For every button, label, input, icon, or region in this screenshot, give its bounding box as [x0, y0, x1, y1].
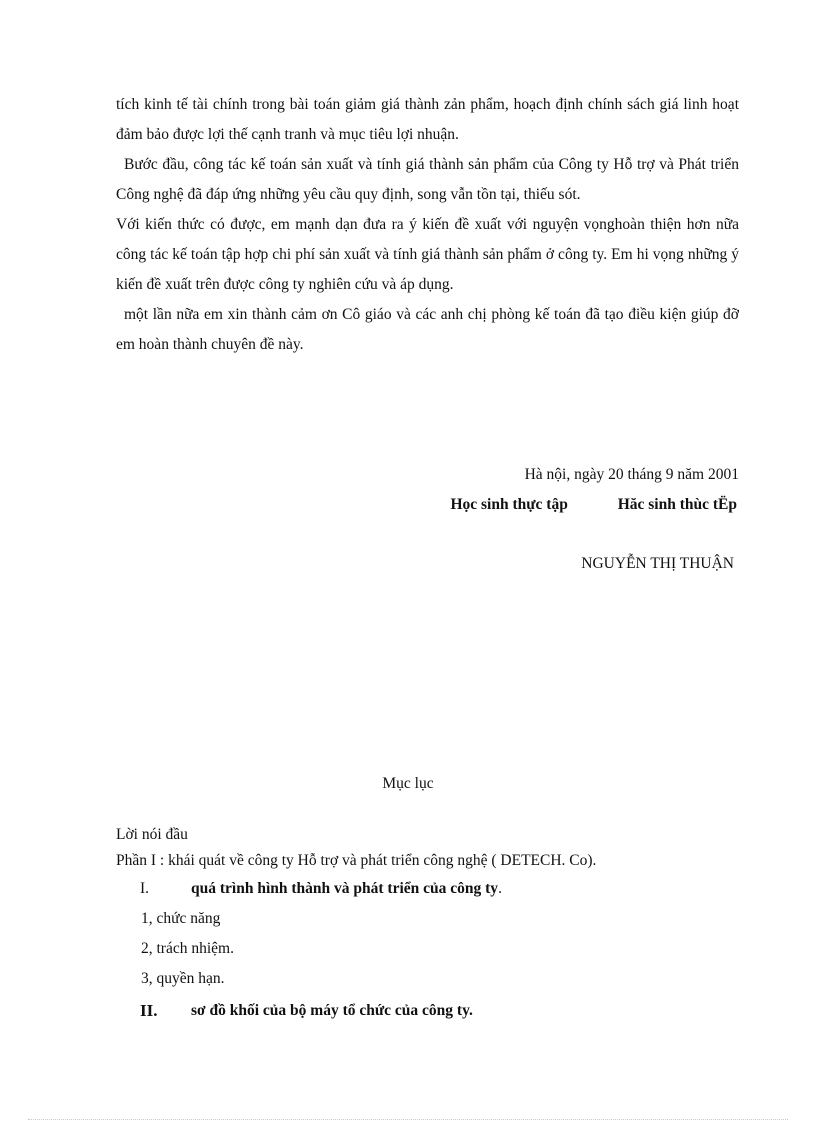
- signer-role: Học sinh thực tập: [450, 496, 568, 513]
- toc-section-1-number: I.: [140, 880, 150, 897]
- toc-title: Mục lục: [382, 775, 434, 792]
- toc-part-1: Phần I : khái quát về công ty Hỗ trợ và phát triển công nghệ ( DETECH. Co).: [116, 852, 597, 869]
- toc-section-2-number: II.: [140, 1001, 158, 1020]
- signer-role-garbled: Hăc sinh thùc tËp: [617, 496, 737, 513]
- toc-section-1-period: .: [498, 880, 502, 897]
- table-of-contents: [116, 822, 756, 1028]
- signer-titles: [450, 492, 737, 518]
- toc-item-functions: 1, chức năng: [141, 910, 221, 927]
- paragraph-proposal: Với kiến thức có được, em mạnh dạn đưa ra ý kiến đề xuất với nguyện vọnghoàn thiện hơn nữa công tác kế toán tập hợp chi phí sản xuất và tính giá thành sản phẩm ở công ty. Em hi vọng những ý kiến đề xuất trên được công ty nghiên cứu và áp dụng.: [116, 216, 739, 293]
- page-bottom-rule: [28, 1119, 788, 1120]
- paragraph-thanks: một lần nữa em xin thành cảm ơn Cô giáo và các anh chị phòng kế toán đã tạo điều kiện giúp đỡ em hoàn thành chuyên đề này.: [116, 306, 739, 353]
- signer-name: NGUYỄN THỊ THUẬN: [581, 555, 734, 572]
- toc-item-authority: 3, quyền hạn.: [141, 970, 225, 987]
- toc-section-1-title: [191, 874, 502, 904]
- signature-date: Hà nội, ngày 20 tháng 9 năm 2001: [524, 466, 739, 483]
- toc-preface: Lời nói đầu: [116, 826, 188, 843]
- paragraph-initial-step: Bước đầu, công tác kế toán sản xuất và tính giá thành sản phẩm của Công ty Hỗ trợ và Phát triển Công nghệ đã đáp ứng những yêu cầu quy định, song vẫn tồn tại, thiếu sót.: [116, 156, 739, 203]
- toc-section-2: [116, 994, 756, 1028]
- toc-section-2-title: sơ đồ khối của bộ máy tổ chức của công ty.: [191, 1002, 473, 1019]
- paragraph-analysis: tích kinh tế tài chính trong bài toán giảm giá thành zản phẩm, hoạch định chính sách giá linh hoạt đảm bảo được lợi thế cạnh tranh và mục tiêu lợi nhuận.: [116, 96, 739, 143]
- body-text: [116, 90, 739, 360]
- toc-item-responsibilities: 2, trách nhiệm.: [141, 940, 234, 957]
- toc-section-1-title-text: quá trình hình thành và phát triển của công ty: [191, 880, 499, 897]
- toc-section-1: [116, 874, 756, 904]
